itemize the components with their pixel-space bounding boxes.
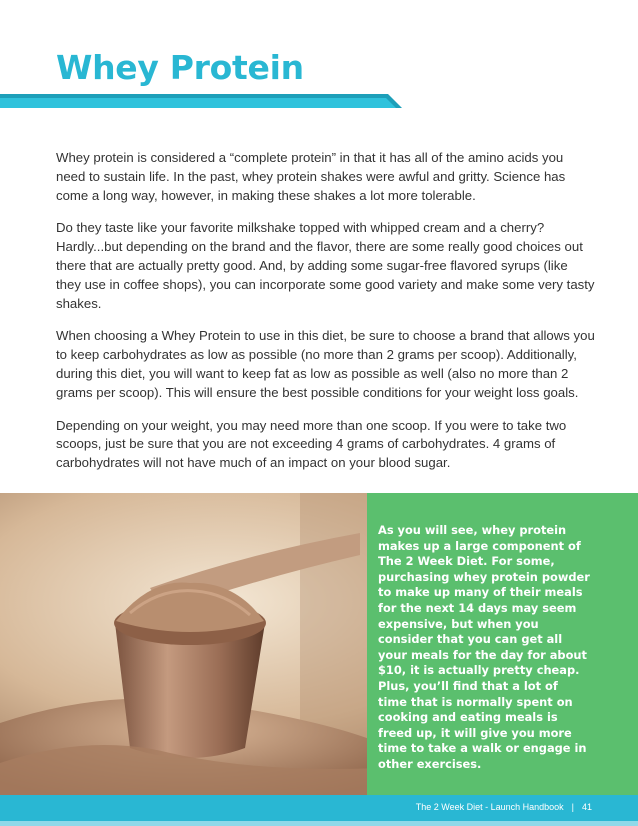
footer-separator: | (571, 802, 574, 812)
footer-bar (0, 795, 638, 821)
paragraph: When choosing a Whey Protein to use in this diet, be sure to choose a brand that allows you to keep carbohydrates as low as possible (no more than 2 grams per scoop). Additionally, during this diet, you will want to keep fat as low as possible as well (also no more than 2 grams per scoop). This will ensure the best possible conditions for your weight loss goals. (56, 328, 595, 400)
paragraph: Whey protein is considered a “complete protein” in that it has all of the amino acids you need to sustain life. In the past, whey protein shakes were awful and gritty. Science has come a long way, however, in making these shakes a lot more tolerable. (56, 150, 566, 203)
paragraph: Depending on your weight, you may need more than one scoop. If you were to take two scoops, just be sure that you are not exceeding 4 grams of carbohydrates. 4 grams of carbohydrates will not have much of an impact on your blood sugar. (56, 417, 567, 471)
underline-light-stripe (0, 98, 396, 108)
article-body (56, 149, 596, 487)
callout-box (367, 493, 638, 795)
page-title: Whey Protein (56, 48, 304, 87)
callout-text: As you will see, whey protein makes up a large component of The 2 Week Diet. For some, purchasing whey protein powder to make up many of their meals for the next 14 days may seem expensive, but when you consider that you can get all your meals for the day for about $10, it is actually pretty cheap. Plus, you’ll find that a lot of time that is normally spent on cooking and eating meals is freed up, it will give you more time to take a walk or engage in other exercises. (378, 523, 590, 771)
footer-text (416, 802, 592, 812)
footer-handbook-title: The 2 Week Diet - Launch Handbook (415, 802, 564, 812)
page-number: 41 (581, 802, 592, 812)
title-underline (0, 92, 410, 110)
paragraph: Do they taste like your favorite milkshake topped with whipped cream and a cherry? Hardly...but depending on the brand and the flavor, there are some really good choices out there that are actually pretty good. And, by adding some sugar-free flavored syrups (like they use in coffee shops), you can incorporate some good variety and make some very tasty shakes. (56, 220, 595, 311)
footer-bottom-stripe (0, 821, 638, 826)
